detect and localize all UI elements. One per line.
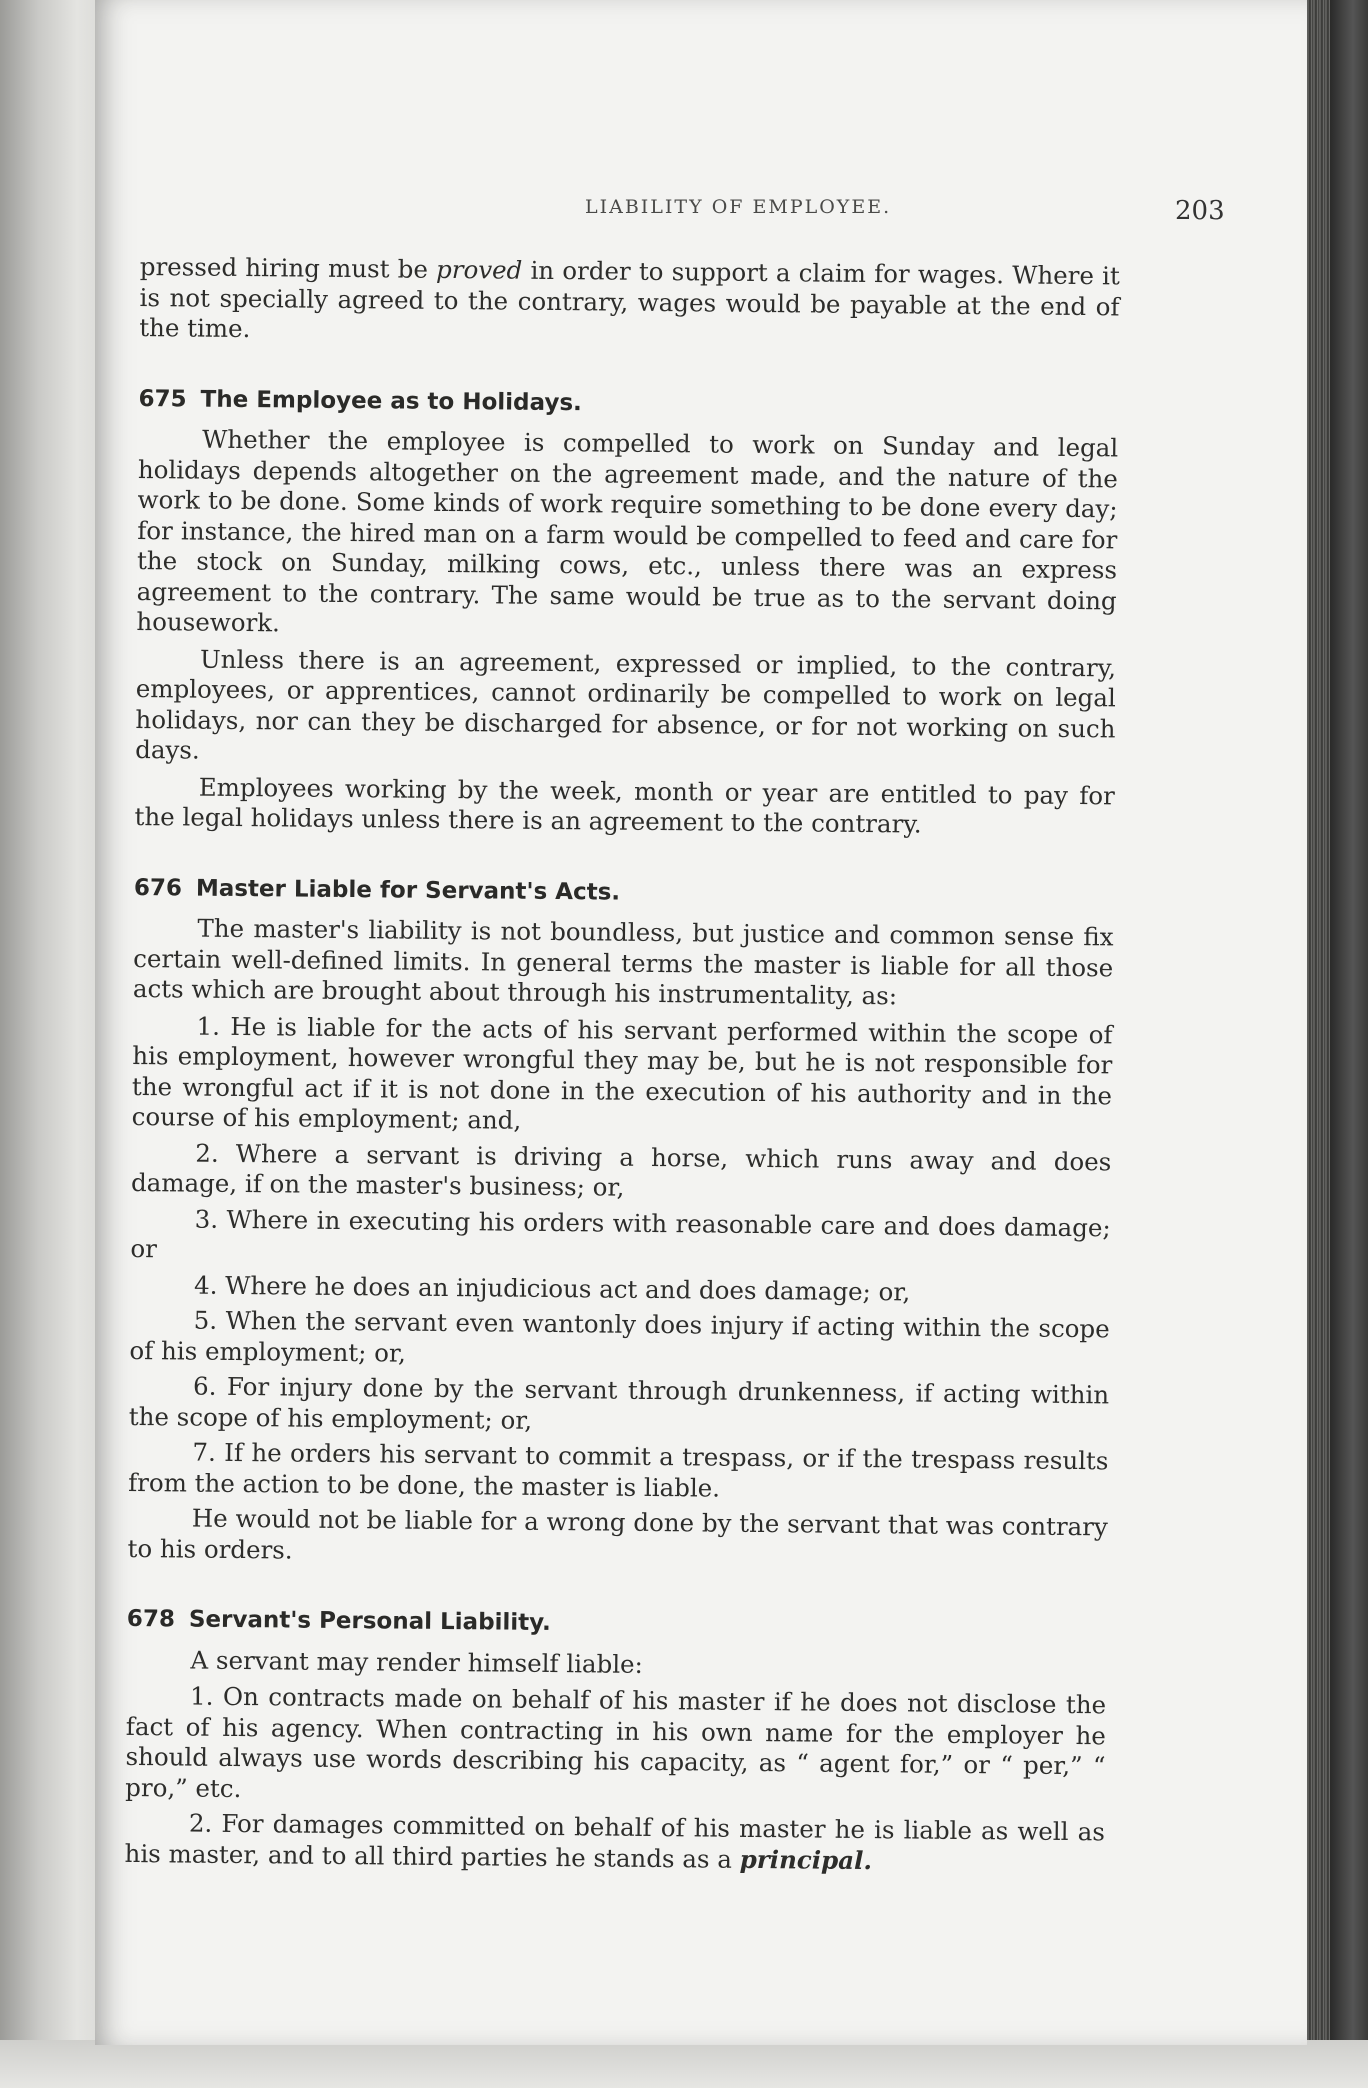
paragraph: Employees working by the week, month or year are entitled to pay for the legal holidays unless there is an agreement to the contrary. — [134, 772, 1115, 839]
list-item-text: 2. For damages committed on behalf of his master he is liable as well as his master, and to all third parties he stands as a — [124, 1808, 1106, 1874]
list-item: 2. Where a servant is driving a horse, which runs away and does damage, if on the master's business; or, — [130, 1138, 1112, 1202]
opening-text-before: pressed hiring must be — [139, 252, 437, 284]
list-item: 4. Where he does an injudicious act and does damage; or, — [193, 1270, 911, 1306]
list-item: 1. On contracts made on behalf of his master if he does not disclose the fact of his agency. When contracting in his own name for the employer he should always use words describing his capacity, as “ agent for,” or “ per,” “ pro,” etc. — [125, 1681, 1107, 1803]
book-cover-edge — [1330, 0, 1368, 2088]
paragraph: He would not be liable for a wrong done by the servant that was contrary to his orders. — [127, 1503, 1108, 1565]
section-title: The Employee as to Holidays. — [200, 386, 582, 416]
paragraph: Unless there is an agreement, expressed or implied, to the contrary, employees, or apprentices, cannot ordinarily be compelled to work on legal holidays, nor can they be discharged for absence, or for not working on such days. — [135, 644, 1117, 765]
list-item: 7. If he orders his servant to commit a trespass, or if the trespass results from the action to be done, the master is liable. — [128, 1437, 1109, 1503]
list-item: 5. When the servant even wantonly does injury if acting within the scope of his employment; or, — [129, 1305, 1110, 1368]
section-heading-678 — [127, 1604, 1107, 1644]
section-number: 678 — [126, 1605, 176, 1633]
paragraph: The master's liability is not boundless, but justice and common sense fix certain well-defined limits. In general terms the master is liable for all those acts which are brought about through his instrumentality, as: — [132, 913, 1114, 1011]
running-head: LIABILITY OF EMPLOYEE. — [585, 196, 892, 218]
opening-text-after: in order to support a claim for wages. Where it is not specially agreed to the contrary, wages would be payable at the end of the time. — [139, 255, 1120, 344]
list-item: 1. He is liable for the acts of his servant performed within the scope of his employment, however wrongful they may be, but he is not responsible for the wrongful act if it is not done in the execution of his authority and in the course of his employment; and, — [131, 1011, 1113, 1135]
list-item — [124, 1808, 1105, 1878]
list-item: 3. Where in executing his orders with reasonable care and does damage; or — [130, 1204, 1111, 1264]
paragraph: Whether the employee is compelled to work on Sunday and legal holidays depends altogether on the agreement made, and the nature of the work to be done. Some kinds of work require something to be done every day; for instance, the hired man on a farm would be compelled to feed and care for the stock on Sunday, milking cows, etc., unless there was an express agreement to the contrary. The same would be true as to the servant doing housework. — [136, 424, 1119, 638]
page-number: 203 — [1175, 196, 1225, 226]
opening-emphasis: proved — [436, 254, 523, 285]
principal-emphasis: principal. — [739, 1844, 873, 1875]
section-title: Master Liable for Servant's Acts. — [195, 875, 621, 906]
book-spine-shadow — [0, 0, 110, 2088]
section-heading-675 — [138, 383, 1118, 423]
section-number: 676 — [133, 874, 183, 901]
section-title: Servant's Personal Liability. — [188, 1606, 551, 1637]
paragraph: A servant may render himself liable: — [190, 1645, 644, 1679]
list-item: 6. For injury done by the servant through drunkenness, if acting within the scope of his employment; or, — [128, 1371, 1110, 1435]
opening-paragraph — [139, 252, 1120, 353]
section-number: 675 — [138, 385, 187, 412]
section-heading-676 — [134, 872, 1114, 912]
bottom-margin-strip — [0, 2040, 1368, 2088]
page-body — [124, 252, 1120, 1883]
